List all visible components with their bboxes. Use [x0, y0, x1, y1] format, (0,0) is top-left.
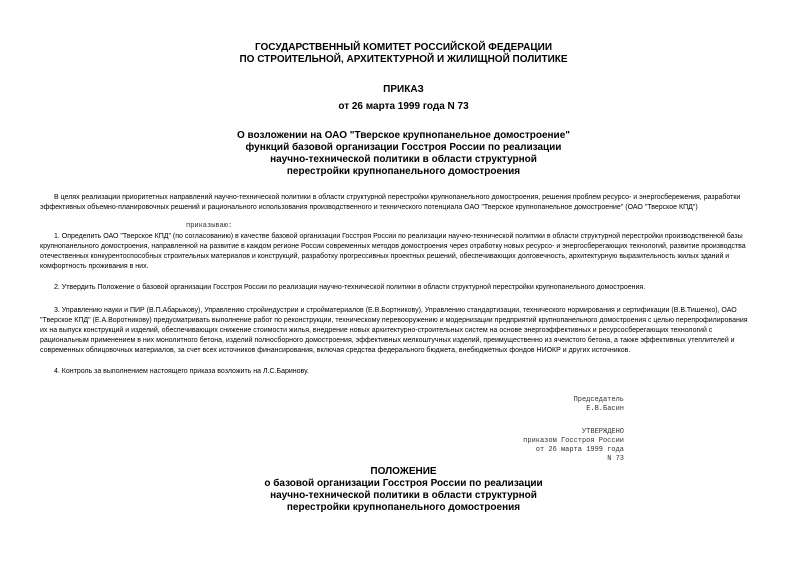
intro-line: В целях реализации приоритетных направлений научно-технической политики в области структурной перестройки крупнопанельного домостроения, решения проблем ресурсо- и энергосбережения, разработки — [54, 194, 741, 201]
signature-position: Председатель — [573, 396, 624, 404]
approval-line-4: N 73 — [607, 455, 624, 463]
regulation-line-2: научно-технической политики в области структурной — [270, 490, 537, 501]
item-4-line: 4. Контроль за выполнением настоящего приказа возложить на Л.С.Баринову. — [54, 368, 309, 375]
item-2-line: 2. Утвердить Положение о базовой организации Госстроя России по реализации научно-технической политики в области структурной перестройки крупнопанельного домостроения. — [54, 284, 646, 291]
orders-word: приказываю: — [186, 222, 233, 230]
item-1-line: комфортность проживания в них. — [40, 263, 149, 271]
signature-name: Е.В.Басин — [586, 405, 624, 413]
intro-line: эффективных объемно-планировочных решений и рационального использования производственного и технического потенциала ОАО "Тверское крупнопанельное домостроение" (ОАО "Тверское КПД") — [40, 204, 698, 212]
item-1-line: крупнопанельного домостроения, направленной на развитие в каждом регионе России современных методов домостроения через отработку новых ресурсо- и энергосберегающих технологий, развитие производства — [40, 243, 746, 251]
item-3-line: их на выпуск конструкций и изделий, обеспечивающих снижение стоимости жилья, внедрение новых архитектурно-строительных систем на основе энергоэффективных и ресурсосберегающих технологий с — [40, 327, 713, 335]
item-4-paragraph — [40, 367, 766, 377]
issuer-line-1: ГОСУДАРСТВЕННЫЙ КОМИТЕТ РОССИЙСКОЙ ФЕДЕРАЦИИ — [254, 42, 553, 53]
approval-line-3: от 26 марта 1999 года — [535, 446, 624, 454]
approval-line-2: приказом Госстроя России — [523, 437, 624, 445]
item-3-line: 3. Управлению науки и ПИР (В.П.Абарыкову), Управлению стройиндустрии и стройматериалов (Е.В.Бортникову), Управлению стандартизации, технического нормирования и сертификации (В.В.Тишенко), ОАО — [54, 307, 737, 314]
regulation-line-3: перестройки крупнопанельного домостроения — [286, 502, 521, 513]
subject-line-1: О возложении на ОАО "Тверское крупнопанельное домостроение" — [236, 130, 571, 141]
item-3-line: "Тверское КПД" (Е.А.Воротникову) предусматривать выполнение работ по реконструкции, техническому перевооружению и модернизации предприятий крупнопанельного домостроения с целью перепрофилирования — [40, 317, 748, 325]
subject-line-4: перестройки крупнопанельного домостроения — [286, 166, 521, 177]
regulation-line-1: о базовой организации Госстроя России по реализации — [264, 478, 543, 489]
intro-paragraph — [40, 193, 766, 213]
item-1-line: 1. Определить ОАО "Тверское КПД" (по согласованию) в качестве базовой организации Госстроя России по реализации научно-технической политики в области структурной перестройки производственной базы — [54, 233, 743, 240]
order-title: ПРИКАЗ — [383, 84, 424, 95]
subject-line-3: научно-технической политики в области структурной — [270, 154, 537, 165]
subject-line-2: функций базовой организации Госстроя России по реализации — [245, 142, 562, 153]
item-2-paragraph — [40, 283, 766, 293]
order-date: от 26 марта 1999 года N 73 — [338, 101, 469, 112]
item-3-line: современных облицовочных материалов, за счет всех источников финансирования, включая средства федерального бюджета, внебюджетных фондов НИОКР и других источников. — [40, 347, 631, 355]
item-3-paragraph — [40, 306, 766, 356]
item-1-line: отечественных конкурентоспособных строительных материалов и конструкций, разработку прогрессивных проектных решений, обеспечивающих долговечность, архитектурную выразительность жилых зданий и — [40, 253, 730, 261]
regulation-title: ПОЛОЖЕНИЕ — [370, 466, 437, 477]
issuer-line-2: ПО СТРОИТЕЛЬНОЙ, АРХИТЕКТУРНОЙ И ЖИЛИЩНОЙ ПОЛИТИКЕ — [239, 54, 568, 65]
approval-line-1: УТВЕРЖДЕНО — [581, 428, 624, 436]
item-1-paragraph — [40, 232, 766, 272]
item-3-line: рациональным применением в них монолитного бетона, изделий полносборного домостроения, эффективных мелкоштучных изделий, преимущественно из ячеистого бетона, а также эффективных утеплителей и — [40, 337, 735, 345]
